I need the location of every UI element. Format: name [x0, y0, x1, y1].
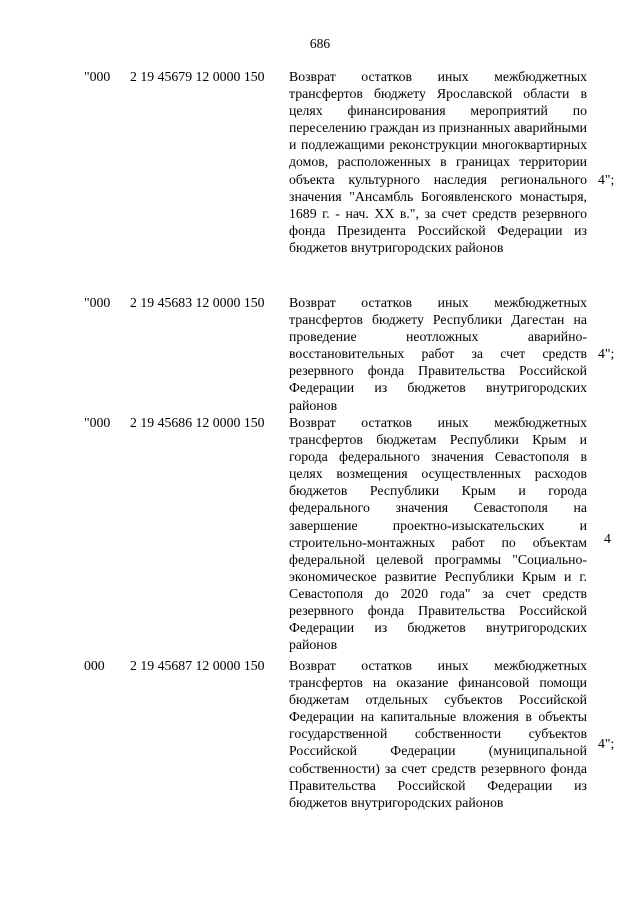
code-prefix: "000 [84, 69, 111, 84]
entry-description: Возврат остатков иных межбюджетных трансфертов бюджету Ярославской области в целях финансирования мероприятий по переселению граждан из признанных аварийными и подлежащими реконструкции многоквартирных домов, расположенных в границах территории объекта культурного наследия регионального значения "Ансамбль Богоявленского монастыря, 1689 г. - нач. XX в.", за счет средств резервного фонда Президента Российской Федерации из бюджетов внутригородских районов [289, 69, 587, 255]
budget-code: 2 19 45687 12 0000 150 [130, 658, 265, 673]
page-number: 686 [309, 36, 331, 51]
budget-code: 2 19 45683 12 0000 150 [130, 295, 265, 310]
budget-code: 2 19 45686 12 0000 150 [130, 415, 265, 430]
entry-description: Возврат остатков иных межбюджетных трансфертов бюджетам Республики Крым и города федерального значения Севастополя в целях возмещения осуществленных расходов бюджетов Республики Крым и города федерального значения Севастополя на завершение проектно-изыскательских и строительно-монтажных работ по объектам федеральной целевой программы "Социально-экономическое развитие Республики Крым и г. Севастополя до 2020 года" за счет средств резервного фонда Правительства Российской Федерации из бюджетов внутригородских районов [289, 415, 587, 653]
entry-amount: 4"; [598, 346, 615, 361]
budget-code: 2 19 45679 12 0000 150 [130, 69, 265, 84]
entry-amount: 4 [604, 531, 611, 546]
table-row [0, 294, 640, 414]
entry-amount: 4"; [598, 736, 615, 751]
entry-description: Возврат остатков иных межбюджетных трансфертов бюджету Республики Дагестан на проведение неотложных аварийно-восстановительных работ за счет средств резервного фонда Правительства Российской Федерации из бюджетов внутригородских районов [289, 295, 587, 413]
table-row [0, 657, 640, 829]
table-row [0, 68, 640, 290]
code-prefix: "000 [84, 415, 111, 430]
code-prefix: "000 [84, 295, 111, 310]
entry-amount: 4"; [598, 172, 615, 187]
entry-description: Возврат остатков иных межбюджетных трансфертов на оказание финансовой помощи бюджетам отдельных субъектов Российской Федерации на капитальные вложения в объекты государственной собственности субъектов Российской Федерации (муниципальной собственности) за счет средств резервного фонда Правительства Российской Федерации из бюджетов внутригородских районов [289, 658, 587, 810]
table-row [0, 414, 640, 654]
code-prefix: 000 [84, 658, 105, 673]
